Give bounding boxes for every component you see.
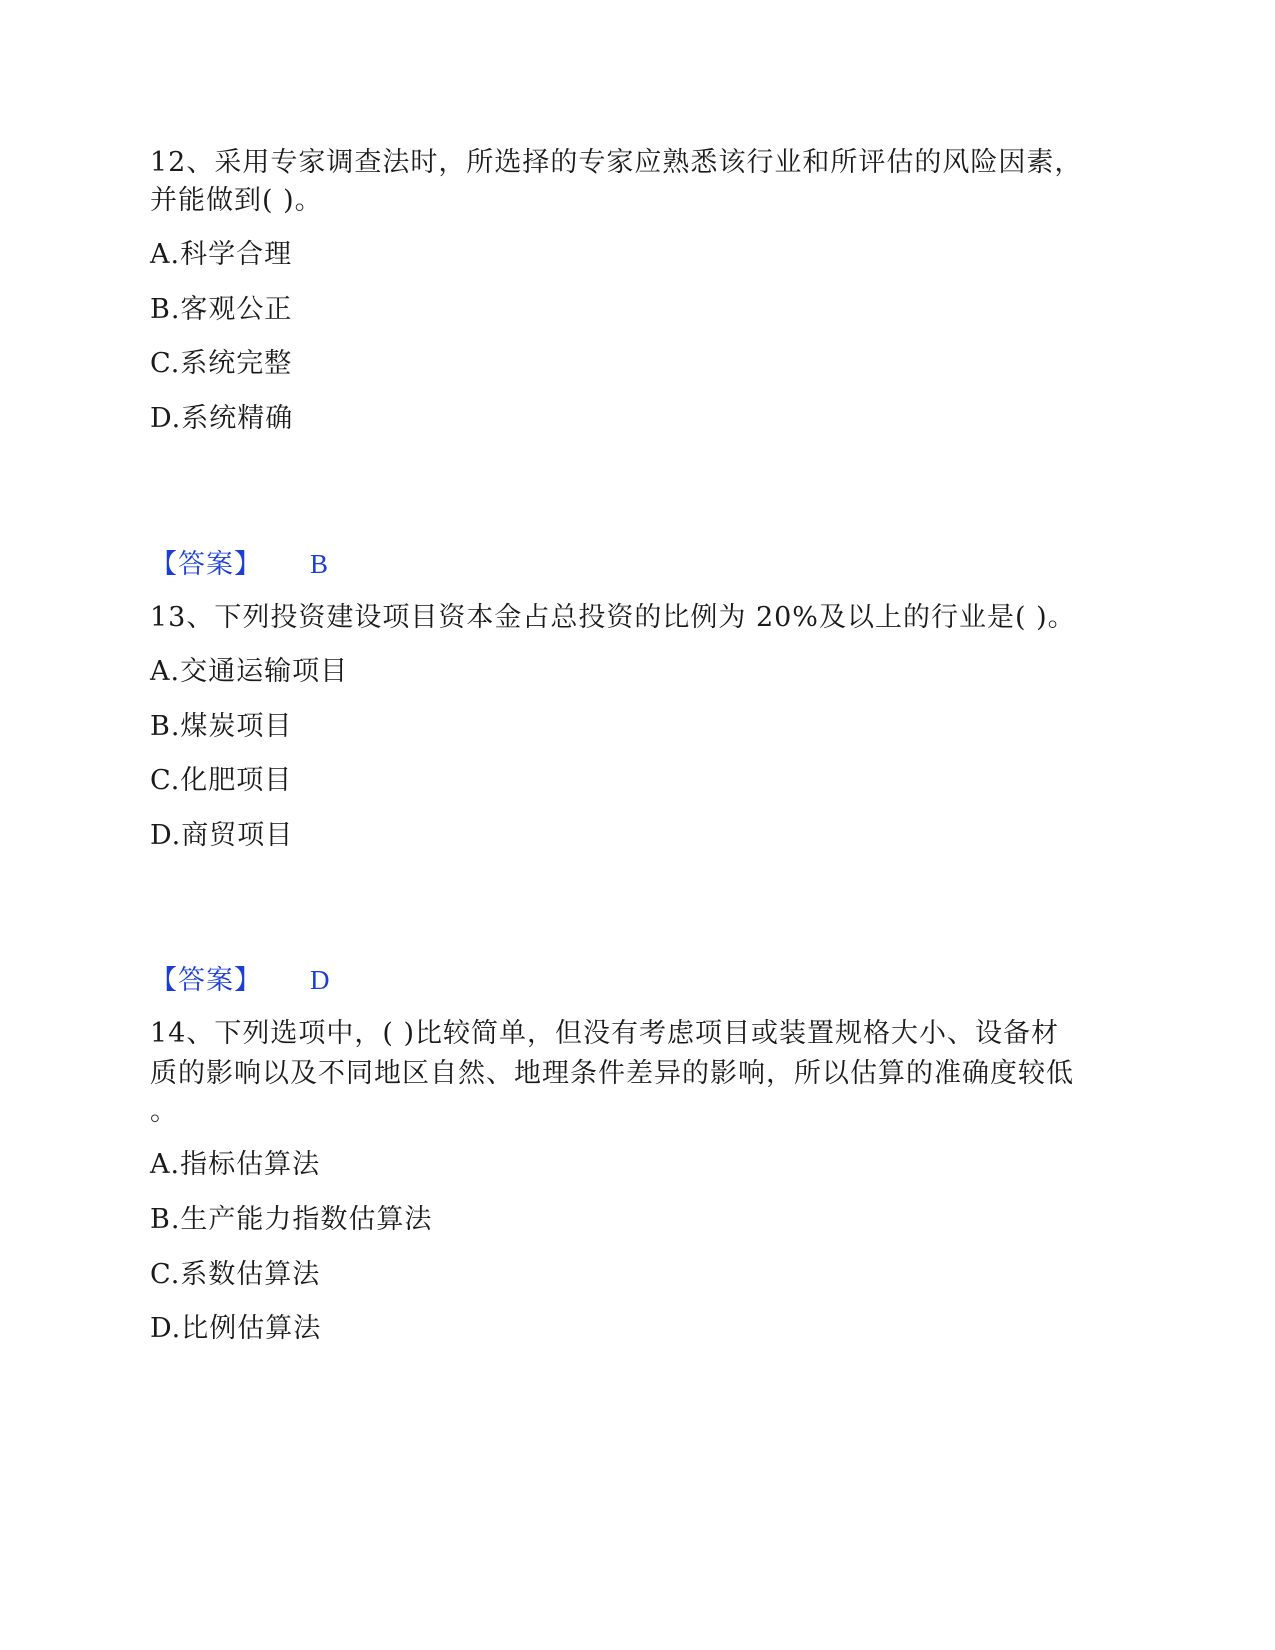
question-12-option-d: D.系统精确	[150, 403, 294, 434]
question-13-answer	[150, 961, 330, 1000]
question-14-option-d: D.比例估算法	[150, 1313, 322, 1344]
question-12-stem-line-2: 并能做到( )。	[150, 185, 323, 216]
question-12-option-c: C.系统完整	[150, 348, 293, 379]
question-14-option-b: B.生产能力指数估算法	[150, 1204, 433, 1235]
question-13-option-b: B.煤炭项目	[150, 711, 293, 742]
question-12-stem-line-1: 12、采用专家调查法时，所选择的专家应熟悉该行业和所评估的风险因素，	[150, 147, 1083, 178]
question-14-stem-line-2: 质的影响以及不同地区自然、地理条件差异的影响，所以估算的准确度较低	[150, 1058, 1074, 1089]
question-12-option-b: B.客观公正	[150, 294, 293, 325]
answer-value: B	[310, 549, 329, 579]
question-12-option-a: A.科学合理	[150, 239, 293, 270]
question-12-answer	[150, 545, 328, 584]
question-14-stem-line-3: 。	[150, 1096, 178, 1127]
question-14-stem-line-1: 14、下列选项中，( )比较简单，但没有考虑项目或装置规格大小、设备材	[150, 1018, 1060, 1049]
answer-label: 【答案】	[150, 549, 262, 580]
question-14-option-c: C.系数估算法	[150, 1259, 321, 1290]
question-13-option-d: D.商贸项目	[150, 820, 294, 851]
answer-value: D	[310, 965, 330, 995]
question-13-option-c: C.化肥项目	[150, 765, 293, 796]
answer-label: 【答案】	[150, 965, 262, 996]
question-14-option-a: A.指标估算法	[150, 1149, 321, 1180]
question-13-option-a: A.交通运输项目	[150, 656, 349, 687]
question-13-stem-line-1: 13、下列投资建设项目资本金占总投资的比例为 20%及以上的行业是( )。	[150, 602, 1076, 633]
